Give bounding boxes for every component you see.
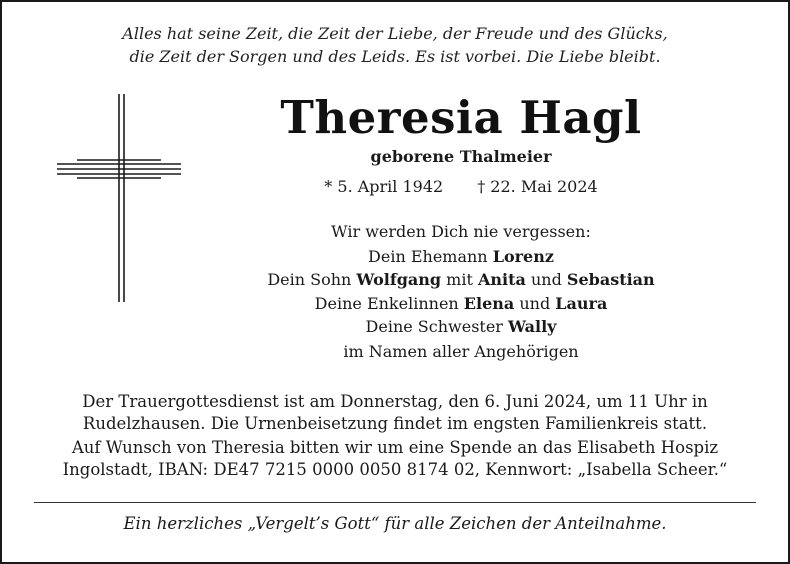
mourner-name: Elena xyxy=(463,293,515,313)
mourner-name: Lorenz xyxy=(492,246,554,266)
divider xyxy=(34,502,756,503)
donation-line-1: Auf Wunsch von Theresia bitten wir um eine Spende an das Elisabeth Hospiz xyxy=(71,438,719,457)
mourner-connector: und xyxy=(525,270,567,289)
mourners-list xyxy=(182,220,740,363)
mourner-name: Wolfgang xyxy=(356,270,442,289)
thanks-line: Ein herzliches „Vergelt’s Gott“ für alle Zeichen der Anteilnahme. xyxy=(123,514,667,533)
mourner-sister xyxy=(182,315,740,339)
service-line-2: Rudelzhausen. Die Urnenbeisetzung findet im engsten Familienkreis statt. xyxy=(82,414,708,433)
motto-line-1: Alles hat seine Zeit, die Zeit der Liebe, der Freude und des Glücks, xyxy=(122,24,668,43)
mourner-name: Anita xyxy=(477,270,526,289)
birth-date: * 5. April 1942 xyxy=(324,177,444,196)
deceased-name: Theresia Hagl xyxy=(280,91,642,144)
mourner-son xyxy=(182,268,740,292)
mourners-intro: Wir werden Dich nie vergessen: xyxy=(331,222,591,241)
mourner-label: Deine Schwester xyxy=(365,317,509,336)
mourner-grandchildren xyxy=(182,292,740,316)
mourner-label: Dein Sohn xyxy=(267,270,357,289)
service-line-1: Der Trauergottesdienst ist am Donnerstag, den 6. Juni 2024, um 11 Uhr in xyxy=(82,392,708,411)
maiden-name: geborene Thalmeier xyxy=(370,147,552,166)
cross-icon xyxy=(57,94,181,302)
motto-line-2: die Zeit der Sorgen und des Leids. Es ist vorbei. Die Liebe bleibt. xyxy=(129,47,661,66)
life-dates xyxy=(224,176,698,198)
mourner-connector: mit xyxy=(441,270,478,289)
mourner-connector: und xyxy=(514,293,556,313)
mourner-label: Dein Ehemann xyxy=(368,246,493,266)
mourner-name: Sebastian xyxy=(566,270,655,289)
mourner-name: Laura xyxy=(555,293,608,313)
mourner-label: Deine Enkelinnen xyxy=(314,293,464,313)
mourner-husband xyxy=(182,245,740,269)
service-information xyxy=(22,391,768,481)
donation-line-2: Ingolstadt, IBAN: DE47 7215 0000 0050 8174 02, Kennwort: „Isabella Scheer.“ xyxy=(62,460,728,479)
motto xyxy=(2,22,788,68)
mourners-outro: im Namen aller Angehörigen xyxy=(343,341,579,361)
mourner-name: Wally xyxy=(508,317,557,336)
death-date: † 22. Mai 2024 xyxy=(477,177,598,196)
